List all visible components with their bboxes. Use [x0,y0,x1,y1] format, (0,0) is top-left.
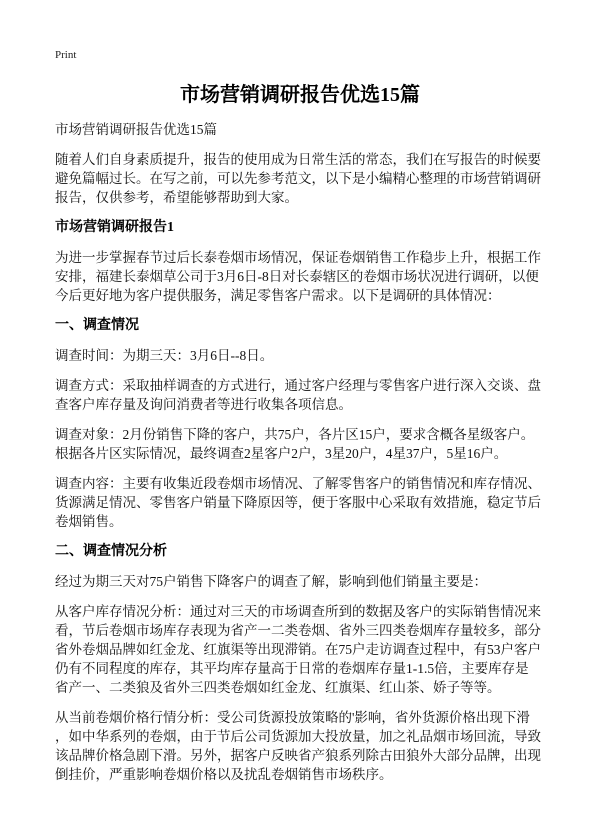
paragraph-line: 调查内容：主要有收集近段卷烟市场情况、了解零售客户的销售情况和库存情况、 [55,476,541,491]
paragraph-line: 查客户库存量及询问消费者等进行收集各项信息。 [55,397,352,412]
document-subtitle: 市场营销调研报告优选15篇 [55,122,217,137]
paragraph-line: 调查时间：为期三天：3月6日--8日。 [55,348,274,363]
paragraph-line: 今后更好地为客户提供服务，满足零售客户需求。以下是调研的具体情况： [55,288,501,303]
paragraph-line: 省产一、二类狼及省外三四类卷烟如红金龙、红旗渠、红山茶、娇子等等。 [55,680,501,695]
paragraph-line: 卷烟销售。 [55,514,123,529]
paragraph-line: 从客户库存情况分析：通过对三天的市场调查所到的数据及客户的实际销售情况来 [55,604,541,619]
paragraph-line: 仍有不同程度的库存，其平均库存量高于日常的卷烟库存量1-1.5倍，主要库存是 [55,661,529,676]
survey-time-paragraph [55,346,545,365]
paragraph-line: 为进一步掌握春节过后长泰卷烟市场情况，保证卷烟销售工作稳步上升，根据工作 [55,250,541,265]
section2-heading: 二、调查情况分析 [55,544,167,559]
section1-heading: 一、调查情况 [55,318,139,333]
paragraph-line: 根据各片区实际情况，最终调查2星客户2户，3星20户，4星37户，5星16户。 [55,446,508,461]
document-title: 市场营销调研报告优选15篇 [180,84,420,106]
paragraph-line: 经过为期三天对75户销售下降客户的调查了解，影响到他们销量主要是： [55,574,487,589]
analysis-summary-paragraph [55,572,545,591]
print-label: Print [55,49,77,61]
paragraph-line: 货源满足情况、零售客户销量下降原因等，便于客服中心采取有效措施，稳定节后 [55,495,541,510]
paragraph-line: 看，节后卷烟市场库存表现为省产一二类卷烟、省外三四类卷烟库存量较多，部分 [55,623,541,638]
report1-intro-paragraph [55,248,545,305]
paragraph-line: 报告，仅供参考，希望能够帮助到大家。 [55,190,298,205]
paragraph-line: 从当前卷烟价格行情分析：受公司货源投放策略的'影响，省外货源价格出现下滑 [55,710,530,725]
intro-paragraph [55,150,545,207]
inventory-analysis-paragraph [55,602,545,697]
paragraph-line: 安排，福建长泰烟草公司于3月6日-8日对长泰辖区的卷烟市场状况进行调研，以便 [55,269,539,284]
paragraph-line: 省外卷烟品牌如红金龙、红旗渠等出现滞销。在75户走访调查过程中，有53户客户 [55,642,541,657]
paragraph-line: 倒挂价，严重影响卷烟价格以及扰乱卷烟销售市场秩序。 [55,767,393,782]
paragraph-line: 避免篇幅过长。在写之前，可以先参考范文，以下是小编精心整理的市场营销调研 [55,171,541,186]
paragraph-line: 该品牌价格急剧下滑。另外，据客户反映省产狼系列除古田狼外大部分品牌，出现 [55,748,541,763]
survey-content-paragraph [55,474,545,531]
price-analysis-paragraph [55,708,545,784]
paragraph-line: ，如中华系列的卷烟，由于节后公司货源加大投放量，加之礼品烟市场回流，导致 [55,729,541,744]
survey-method-paragraph [55,376,545,414]
paragraph-line: 随着人们自身素质提升，报告的使用成为日常生活的常态，我们在写报告的时候要 [55,152,541,167]
report1-heading: 市场营销调研报告1 [55,220,174,235]
paragraph-line: 调查方式：采取抽样调查的方式进行，通过客户经理与零售客户进行深入交谈、盘 [55,378,541,393]
paragraph-line: 调查对象：2月份销售下降的客户，共75户，各片区15户，要求含概各星级客户。 [55,427,535,442]
survey-subjects-paragraph [55,425,545,463]
